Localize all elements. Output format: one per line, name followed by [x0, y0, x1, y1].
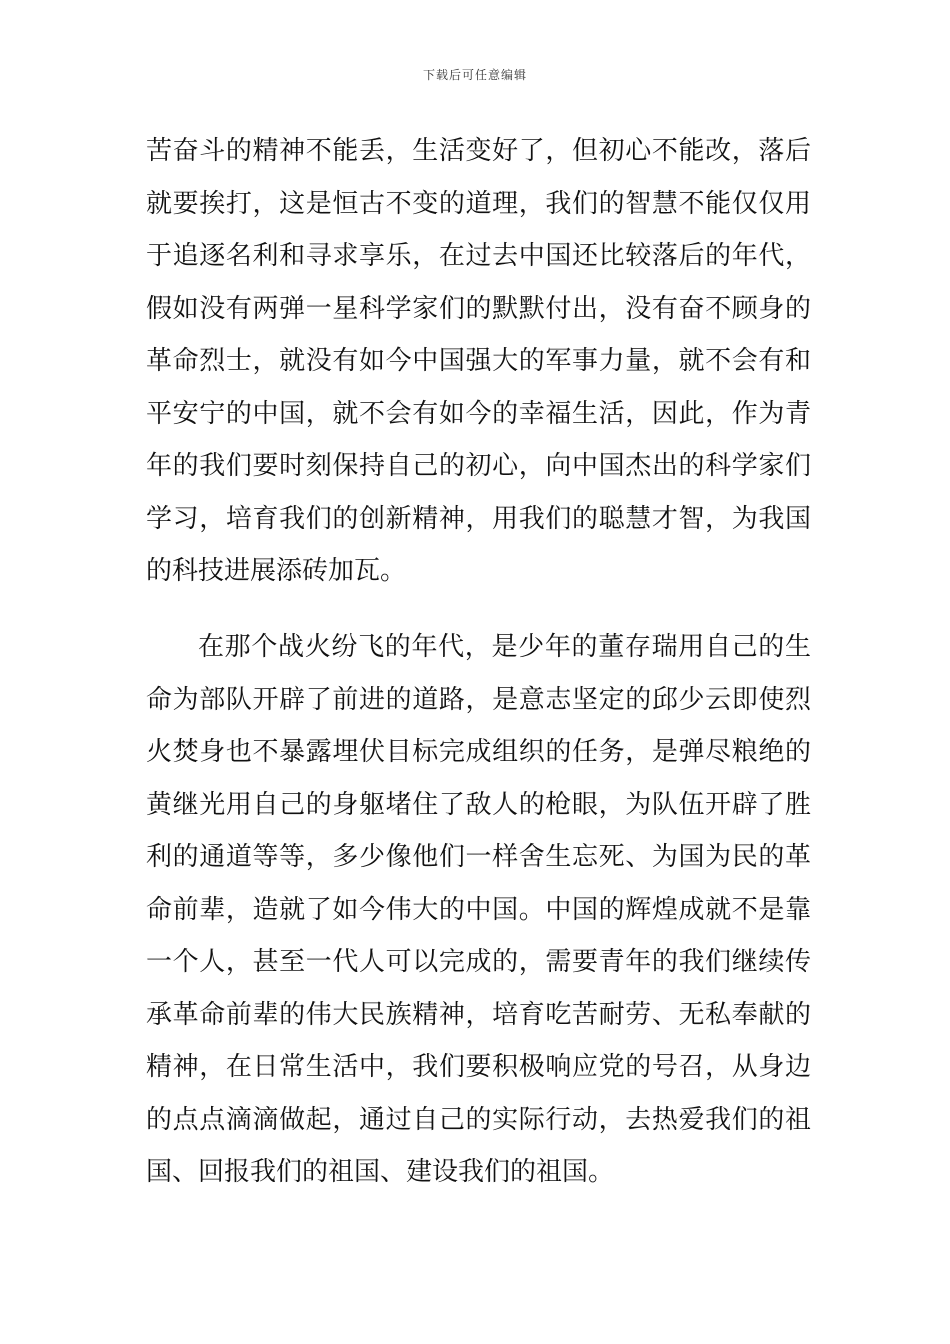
paragraph-2-line: 承革命前辈的伟大民族精神，培育吃苦耐劳、无私奉献的	[146, 999, 811, 1030]
paragraph-1-line: 于追逐名利和寻求享乐，在过去中国还比较落后的年代，	[146, 241, 811, 271]
paragraph-2-line: 国、回报我们的祖国、建设我们的祖国。	[146, 1157, 615, 1187]
paragraph-2-line: 火焚身也不暴露埋伏目标完成组织的任务，是弹尽粮绝的	[146, 737, 811, 767]
paragraph-2-line: 利的通道等等，多少像他们一样舍生忘死、为国为民的革	[146, 842, 811, 872]
paragraph-1-line: 的科技进展添砖加瓦。	[146, 556, 407, 586]
paragraph-2-line: 精神，在日常生活中，我们要积极响应党的号召，从身边	[146, 1052, 811, 1082]
paragraph-1-line: 平安宁的中国，就不会有如今的幸福生活，因此，作为青	[146, 398, 811, 429]
paragraph-1-line: 假如没有两弹一星科学家们的默默付出，没有奋不顾身的	[146, 293, 811, 324]
paragraph-1-line: 就要挨打，这是恒古不变的道理，我们的智慧不能仅仅用	[146, 188, 811, 219]
paragraph-1-line: 苦奋斗的精神不能丢，生活变好了，但初心不能改，落后	[146, 136, 811, 166]
page-header: 下载后可任意编辑	[422, 68, 527, 82]
paragraph-2-line: 命为部队开辟了前进的道路，是意志坚定的邱少云即使烈	[146, 684, 811, 715]
paragraph-2-line: 的点点滴滴做起，通过自己的实际行动，去热爱我们的祖	[146, 1104, 811, 1135]
paragraph-2-line: 一个人，甚至一代人可以完成的，需要青年的我们继续传	[146, 947, 811, 977]
paragraph-2-line: 命前辈，造就了如今伟大的中国。中国的辉煌成就不是靠	[146, 894, 811, 925]
paragraph-1	[146, 125, 811, 598]
paragraph-1-line: 学习，培育我们的创新精神，用我们的聪慧才智，为我国	[146, 503, 811, 534]
paragraph-2-line: 在那个战火纷飞的年代，是少年的董存瑞用自己的生	[198, 632, 811, 662]
paragraph-2	[146, 621, 811, 1199]
paragraph-1-line: 革命烈士，就没有如今中国强大的军事力量，就不会有和	[146, 346, 811, 376]
paragraph-1-line: 年的我们要时刻保持自己的初心，向中国杰出的科学家们	[146, 451, 811, 481]
paragraph-2-line: 黄继光用自己的身躯堵住了敌人的枪眼，为队伍开辟了胜	[146, 789, 811, 820]
